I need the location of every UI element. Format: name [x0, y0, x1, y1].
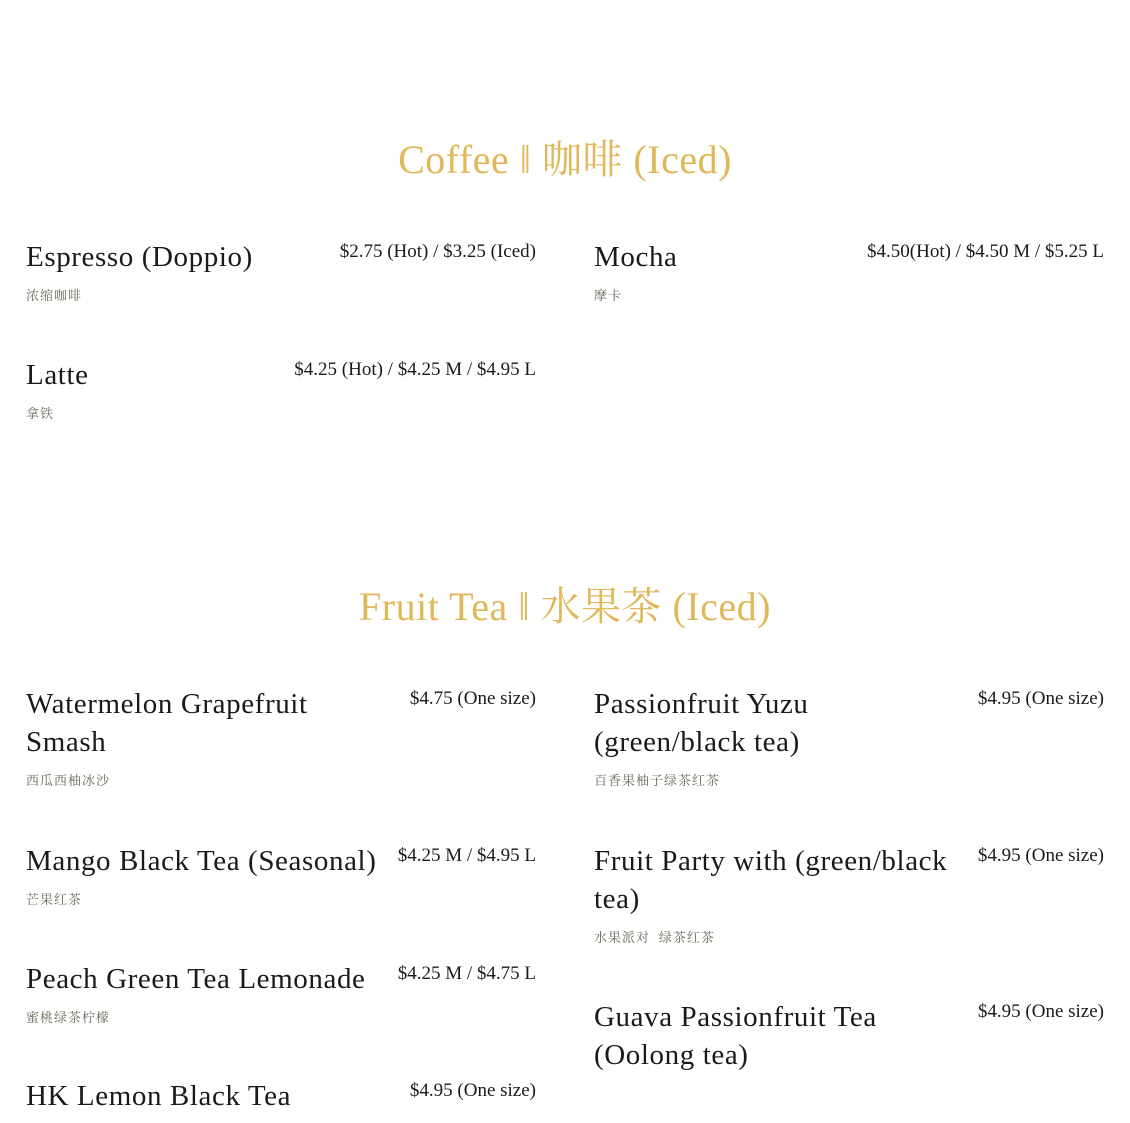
item-chinese-name: 百香果柚子绿茶红茶	[594, 774, 721, 789]
item-name-line: Smash	[26, 726, 107, 758]
item-name-line: (Oolong tea)	[594, 1039, 749, 1071]
item-name: Peach Green Tea Lemonade	[26, 963, 366, 995]
section-title-coffee: Coffee ‖ 咖啡 (Iced)	[398, 137, 732, 182]
item-chinese-name: 西瓜西柚冰沙	[26, 774, 111, 789]
item-name	[594, 998, 877, 1074]
item-price: $4.25 M / $4.95 L	[397, 845, 536, 866]
item-price: $4.95 (One size)	[977, 1001, 1104, 1022]
item-name-line: tea)	[594, 883, 640, 915]
item-price: $2.75 (Hot) / $3.25 (Iced)	[339, 241, 536, 262]
item-name	[594, 842, 947, 918]
item-name-line: Guava Passionfruit Tea	[594, 1001, 877, 1033]
item-price: $4.25 M / $4.75 L	[397, 963, 536, 984]
item-name-line: (green/black tea)	[594, 726, 800, 758]
item-chinese-name: 水果派对 绿茶红茶	[594, 931, 715, 946]
item-name: Latte	[26, 359, 89, 391]
item-name: Mocha	[594, 241, 678, 273]
item-price: $4.95 (One size)	[977, 688, 1104, 709]
item-name	[26, 685, 308, 761]
section-title-fruit-tea: Fruit Tea ‖ 水果茶 (Iced)	[359, 584, 771, 629]
item-name	[594, 685, 809, 761]
item-chinese-name: 拿铁	[26, 407, 55, 422]
item-chinese-name: 浓缩咖啡	[26, 289, 83, 304]
item-name-line: Watermelon Grapefruit	[26, 688, 308, 720]
item-price: $4.75 (One size)	[409, 688, 536, 709]
item-name: HK Lemon Black Tea	[26, 1080, 292, 1112]
item-name-line: Fruit Party with (green/black	[594, 845, 948, 877]
item-name: Mango Black Tea (Seasonal)	[26, 845, 377, 877]
item-chinese-name: 芒果红茶	[26, 893, 83, 908]
item-name: Espresso (Doppio)	[26, 241, 253, 273]
item-price: $4.50(Hot) / $4.50 M / $5.25 L	[867, 241, 1104, 262]
item-chinese-name: 摩卡	[594, 289, 623, 304]
item-chinese-name: 蜜桃绿茶柠檬	[26, 1011, 111, 1026]
item-name-line: Passionfruit Yuzu	[594, 688, 809, 720]
item-price: $4.95 (One size)	[409, 1080, 536, 1101]
item-price: $4.25 (Hot) / $4.25 M / $4.95 L	[294, 359, 536, 380]
item-price: $4.95 (One size)	[977, 845, 1104, 866]
